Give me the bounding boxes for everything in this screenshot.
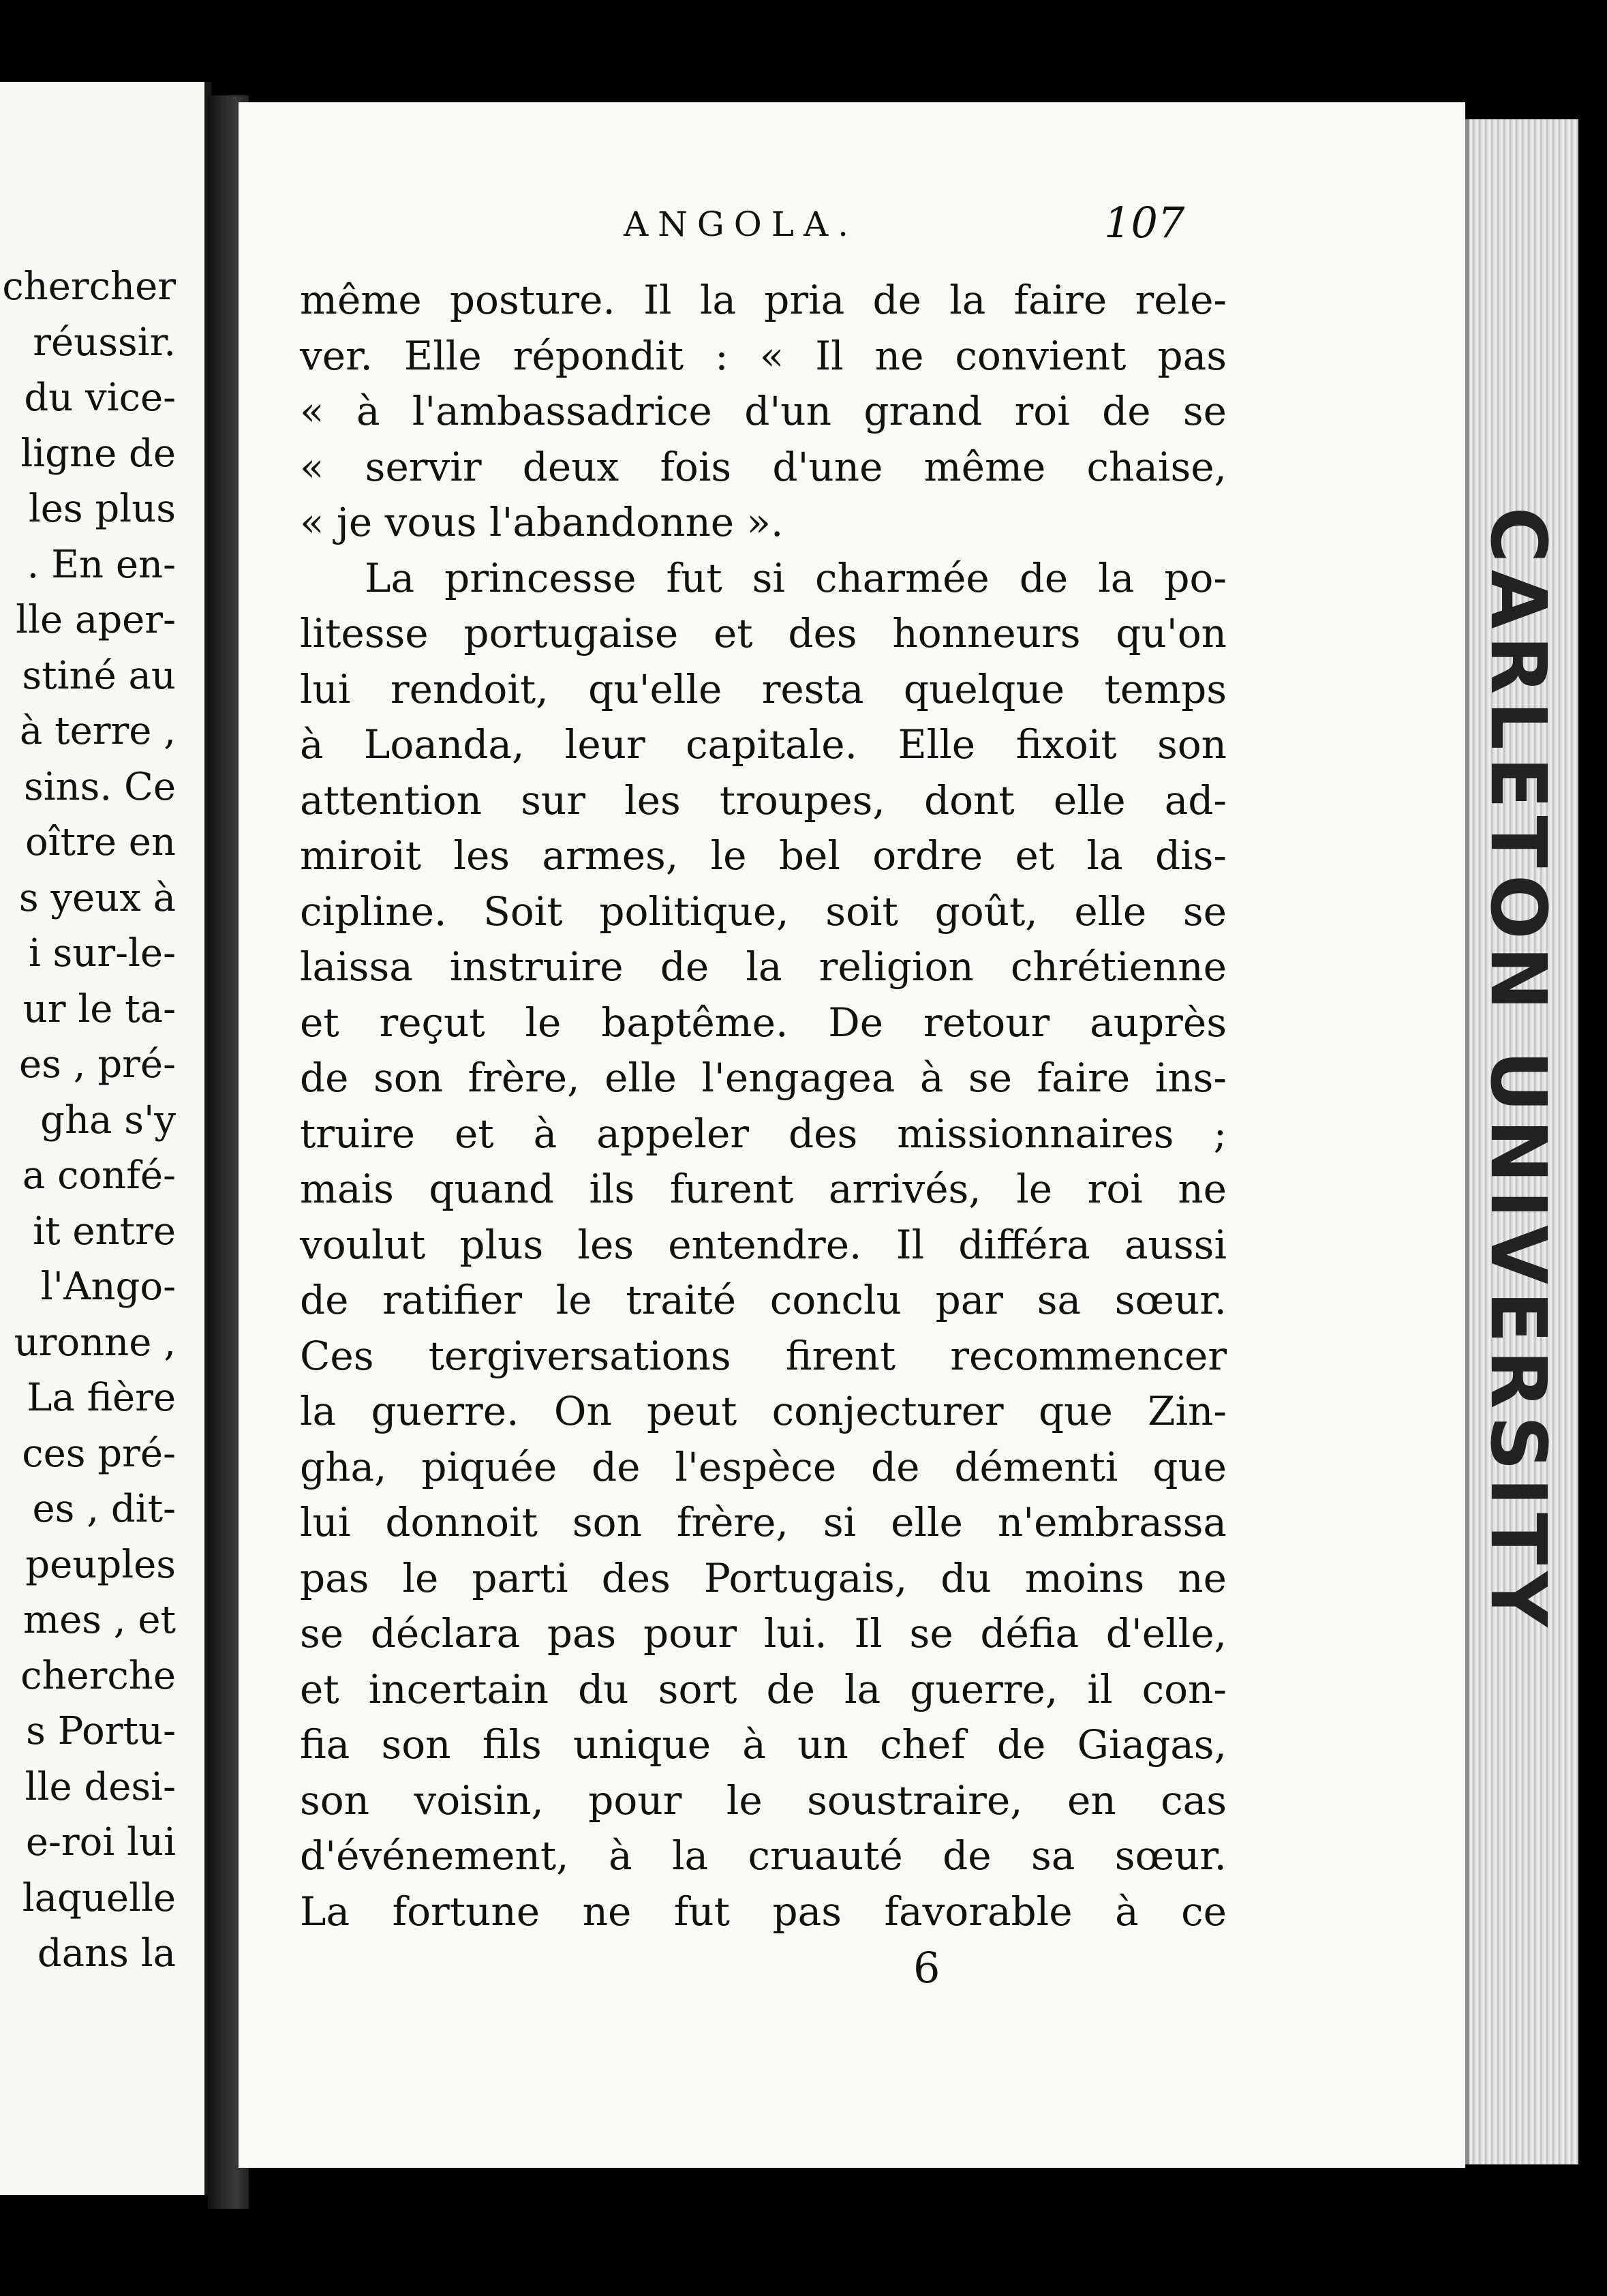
text-line: lui rendoit, qu'elle resta quelque temps (300, 665, 1227, 712)
text-line: Ces tergiversations firent recommencer (300, 1332, 1227, 1379)
text-line: la guerre. On peut conjecturer que Zin- (300, 1388, 1227, 1434)
text-line: uronne , (14, 1320, 176, 1365)
text-line: réussir. (33, 320, 176, 365)
running-head: ANGOLA. (624, 205, 858, 244)
text-line: stiné au (22, 653, 176, 698)
text-line: à terre , (19, 709, 176, 753)
text-line: s yeux à (18, 875, 176, 920)
text-line: « à l'ambassadrice d'un grand roi de se (300, 388, 1227, 434)
text-line: l'Ango- (40, 1265, 176, 1309)
signature-mark: 6 (913, 1943, 940, 1993)
text-line: lle aper- (16, 598, 176, 642)
text-line: fia son fils unique à un chef de Giagas, (300, 1721, 1227, 1768)
text-line: La princesse fut si charmée de la po- (365, 554, 1227, 601)
text-line: . En en- (27, 542, 176, 587)
text-line: peuples (25, 1542, 176, 1587)
text-line: lle desi- (25, 1764, 176, 1809)
text-line: cherche (20, 1653, 176, 1698)
text-line: même posture. Il la pria de la faire rele- (300, 277, 1227, 323)
text-line: de son frère, elle l'engagea à se faire ins- (300, 1055, 1227, 1101)
text-line: s Portu- (26, 1709, 176, 1753)
text-line: es , pré- (19, 1042, 176, 1087)
text-line: truire et à appeler des missionnaires ; (300, 1110, 1227, 1157)
text-line: se déclara pas pour lui. Il se défia d'elle, (300, 1610, 1227, 1657)
text-line: voulut plus les entendre. Il différa aussi (300, 1221, 1227, 1268)
text-line: dans la (37, 1931, 176, 1976)
left-page-text (2, 259, 176, 1982)
text-line: ces pré- (22, 1431, 176, 1476)
text-line: chercher (2, 265, 176, 309)
page-number: 107 (1104, 198, 1185, 247)
text-line: ur le ta- (22, 986, 176, 1031)
left-page (0, 82, 211, 2195)
text-line: et reçut le baptême. De retour auprès (300, 999, 1227, 1046)
text-line: i sur-le- (28, 931, 176, 976)
text-line: laissa instruire de la religion chrétienne (300, 943, 1227, 990)
text-line: son voisin, pour le soustraire, en cas (300, 1777, 1227, 1824)
text-line: d'événement, à la cruauté de sa sœur. (300, 1832, 1227, 1879)
right-page (239, 102, 1465, 2168)
text-line: sins. Ce (23, 764, 176, 809)
text-line: es , dit- (32, 1487, 176, 1531)
text-line: lui donnoit son frère, si elle n'embrassa (300, 1499, 1227, 1545)
text-line: ver. Elle répondit : « Il ne convient pas (300, 332, 1227, 379)
text-line: de ratifier le traité conclu par sa sœur. (300, 1277, 1227, 1323)
text-line: attention sur les troupes, dont elle ad- (300, 776, 1227, 824)
stamp-text: CARLETON UNIVERSITY (1473, 507, 1562, 1634)
text-line: « je vous l'abandonne ». (300, 499, 784, 545)
text-line: oître en (25, 820, 176, 864)
text-line: e-roi lui (25, 1820, 176, 1864)
text-line: ligne de (20, 431, 176, 476)
text-line: La fortune ne fut pas favorable à ce (300, 1888, 1227, 1935)
text-line: a confé- (22, 1153, 176, 1198)
text-line: miroit les armes, le bel ordre et la dis- (300, 832, 1227, 879)
text-line: les plus (28, 487, 176, 531)
text-line: litesse portugaise et des honneurs qu'on (300, 610, 1227, 656)
text-line: mais quand ils furent arrivés, le roi ne (300, 1166, 1227, 1212)
library-stamp (1473, 491, 1562, 1650)
text-line: cipline. Soit politique, soit goût, elle se (300, 888, 1227, 935)
text-line: gha s'y (40, 1098, 176, 1143)
text-line: et incertain du sort de la guerre, il con- (300, 1665, 1227, 1712)
text-line: mes , et (22, 1598, 176, 1642)
text-line: pas le parti des Portugais, du moins ne (300, 1554, 1227, 1601)
body-text (300, 273, 1227, 1939)
text-line: « servir deux fois d'une même chaise, (300, 443, 1227, 490)
text-line: laquelle (22, 1875, 176, 1920)
text-line: it entre (33, 1209, 176, 1254)
text-line: du vice- (24, 376, 176, 420)
text-line: à Loanda, leur capitale. Elle fixoit son (300, 721, 1227, 768)
text-line: gha, piquée de l'espèce de démenti que (300, 1443, 1227, 1490)
text-line: La fière (27, 1376, 176, 1420)
